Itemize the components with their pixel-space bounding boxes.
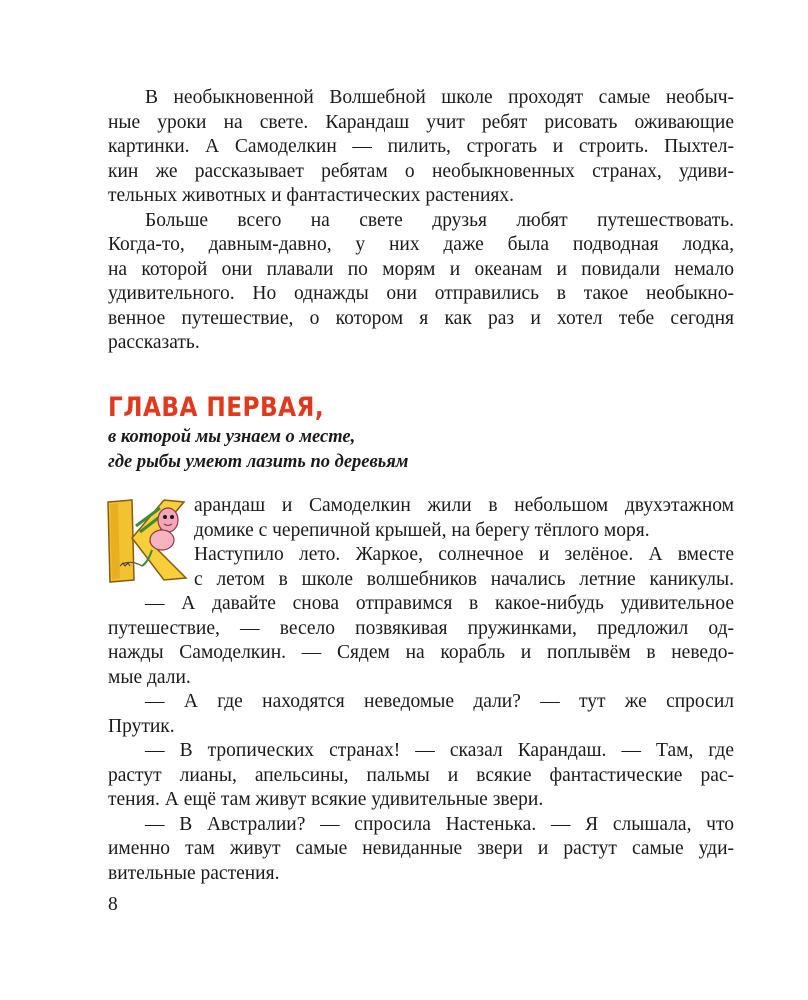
intro-line: рассказать. <box>108 332 200 353</box>
chapter-title: ГЛАВА ПЕРВАЯ, <box>108 392 325 423</box>
body-line: с летом в школе волшебников начались летние каникулы. <box>194 568 734 590</box>
intro-line: картинки. А Самоделкин — пилить, строгать и строить. Пыхтел- <box>108 136 734 157</box>
body-line: путешествие, — весело позвякивая пружинками, предложил од- <box>108 617 734 639</box>
intro-line: кин же рассказывает ребятам о необыкновенных странах, удиви- <box>108 160 734 182</box>
intro-line: удивительного. Но однажды они отправились в такое необыкно- <box>108 283 734 304</box>
chapter-subtitle-line: где рыбы умеют лазить по деревьям <box>108 451 409 472</box>
intro-text <box>108 86 734 356</box>
page-number: 8 <box>108 894 118 915</box>
intro-line: ные уроки на свете. Карандаш учит ребят рисовать оживающие <box>108 111 734 133</box>
body-line: именно там живут самые невиданные звери и растут самые уди- <box>108 838 734 859</box>
intro-line: венное путешествие, о котором я как раз и хотел тебе сегодня <box>108 307 734 329</box>
intro-line: Больше всего на свете друзья любят путешествовать. <box>145 209 734 231</box>
intro-line: В необыкновенной Волшебной школе проходят самые необыч- <box>145 87 734 108</box>
chapter-subtitle-line: в которой мы узнаем о месте, <box>108 427 356 447</box>
body-line: Наступило лето. Жаркое, солнечное и зелёное. А вместе <box>194 544 734 565</box>
body-line: — А где находятся неведомые дали? — тут же спросил <box>145 691 734 712</box>
body-line: нажды Самоделкин. — Сядем на корабль и поплывём в неведо- <box>108 642 734 663</box>
intro-line: на которой они плавали по морям и океанам и повидали немало <box>108 258 734 280</box>
intro-line: тельных животных и фантастических растениях. <box>108 185 515 206</box>
chapter-text <box>108 494 734 886</box>
body-line: домике с черепичной крышей, на берегу тёплого моря. <box>194 519 650 541</box>
chapter-subtitle <box>108 425 408 474</box>
body-line: — В тропических странах! — сказал Карандаш. — Там, где <box>145 740 734 761</box>
intro-line: Когда-то, давным-давно, у них даже была подводная лодка, <box>108 234 734 255</box>
body-line: Прутик. <box>108 715 175 737</box>
body-line: — В Австралии? — спросила Настенька. — Я слышала, что <box>145 813 734 835</box>
body-line: тения. А ещё там живут всякие удивительные звери. <box>108 789 544 810</box>
body-line: вительные растения. <box>108 862 280 884</box>
body-line: — А давайте снова отправимся в какое-нибудь удивительное <box>145 593 734 614</box>
body-line: арандаш и Самоделкин жили в небольшом двухэтажном <box>194 495 734 516</box>
body-line: мые дали. <box>108 666 191 688</box>
body-line: растут лианы, апельсины, пальмы и всякие фантастические рас- <box>108 764 734 786</box>
